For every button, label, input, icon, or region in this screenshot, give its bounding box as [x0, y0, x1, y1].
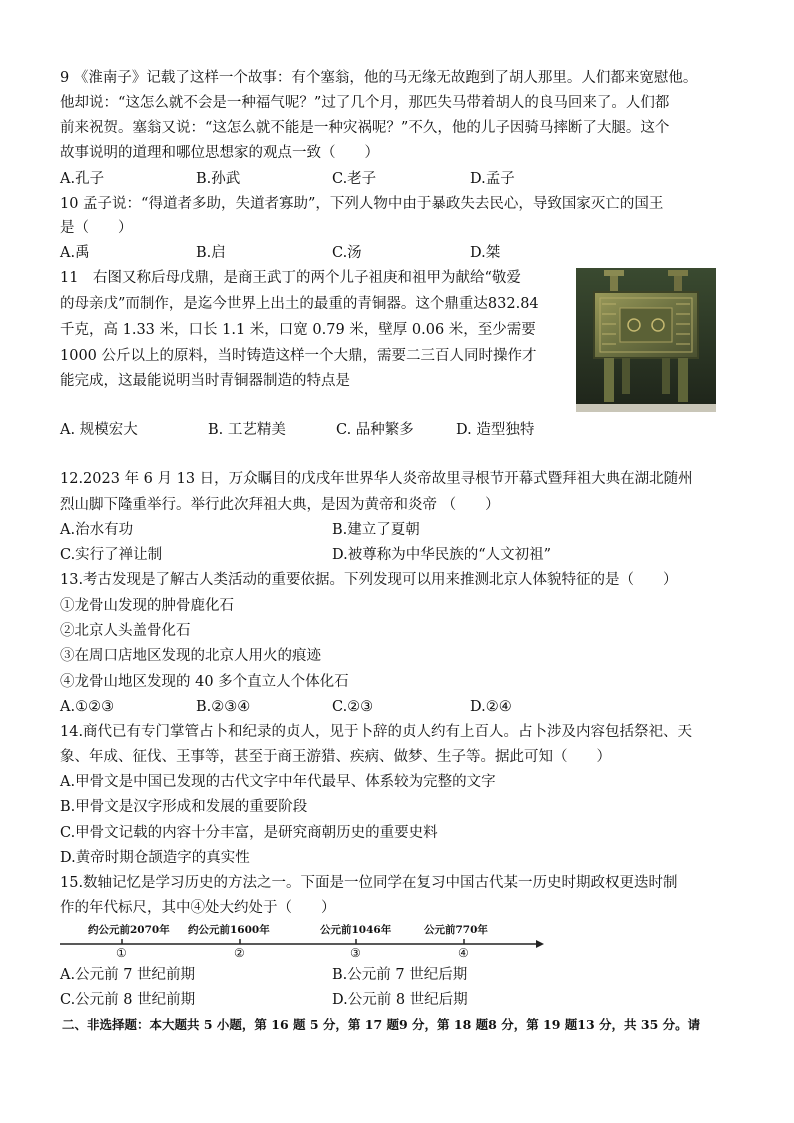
timeline-mark-2: ②: [234, 946, 245, 960]
q11-option-b: B. 工艺精美: [208, 422, 286, 438]
q9-line3: 前来祝贺。塞翁又说：“这怎么就不能是一种灾祸呢？”不久，他的儿子因骑马摔断了大腿。这个: [60, 120, 670, 136]
timeline-mark-1: ①: [116, 946, 127, 960]
q15-line2: 作的年代标尺，其中④处大约处于（ ）: [60, 900, 336, 916]
q14-line2: 象、年成、征伐、王事等，甚至于商王游猎、疾病、做梦、生子等。据此可知（ ）: [60, 749, 611, 765]
timeline-label-3: 公元前1046年: [320, 924, 392, 936]
q15-option-b: B.公元前 7 世纪后期: [332, 967, 468, 983]
q14-option-b: B.甲骨文是汉字形成和发展的重要阶段: [60, 799, 308, 815]
q10-line1: 10 孟子说：“得道者多助，失道者寡助”，下列人物中由于暴政失去民心，导致国家灭亡的国王: [60, 196, 664, 212]
timeline-mark-4: ④: [458, 946, 469, 960]
q9-line2: 他却说：“这怎么就不会是一种福气呢？”过了几个月，那匹失马带着胡人的良马回来了。人们都: [60, 95, 670, 111]
q9-line4: 故事说明的道理和哪位思想家的观点一致（ ）: [60, 145, 379, 161]
q11-option-d: D. 造型独特: [456, 422, 535, 438]
q13-option-c: C.②③: [332, 699, 374, 715]
bronze-ding-image: [576, 268, 716, 412]
q13-item-4: ④龙骨山地区发现的 40 多个直立人个体化石: [60, 674, 349, 690]
q13-item-1: ①龙骨山发现的肿骨鹿化石: [60, 598, 234, 614]
chronology-timeline: [58, 920, 548, 960]
q11-line2: 的母亲戊”而制作，是迄今世界上出土的最重的青铜器。这个鼎重达832.84: [60, 296, 539, 312]
q13-line1: 13.考古发现是了解古人类活动的重要依据。下列发现可以用来推测北京人体貌特征的是（ ）: [60, 572, 678, 588]
q14-option-a: A.甲骨文是中国已发现的古代文字中年代最早、体系较为完整的文字: [60, 774, 496, 790]
q11-line5: 能完成，这最能说明当时青铜器制造的特点是: [60, 373, 350, 389]
bronze-ding-drawing: [576, 268, 716, 412]
q12-line2: 烈山脚下隆重举行。举行此次拜祖大典，是因为黄帝和炎帝 （ ）: [60, 497, 500, 513]
q10-option-c: C.汤: [332, 245, 362, 261]
q10-line2: 是（ ）: [60, 220, 133, 236]
q13-option-d: D.②④: [470, 699, 512, 715]
q9-option-b: B.孙武: [196, 171, 241, 187]
q13-item-3: ③在周口店地区发现的北京人用火的痕迹: [60, 648, 321, 664]
q13-item-2: ②北京人头盖骨化石: [60, 623, 191, 639]
q13-option-b: B.②③④: [196, 699, 251, 715]
q14-line1: 14.商代已有专门掌管占卜和纪录的贞人，见于卜辞的贞人约有上百人。占卜涉及内容包括祭祀、天: [60, 724, 693, 740]
q9-option-c: C.老子: [332, 171, 377, 187]
q14-option-d: D.黄帝时期仓颉造字的真实性: [60, 850, 250, 866]
timeline-label-2: 约公元前1600年: [188, 924, 270, 936]
q11-line1: 11 右图又称后母戊鼎，是商王武丁的两个儿子祖庚和祖甲为献给“敬爱: [60, 270, 521, 286]
q12-option-a: A.治水有功: [60, 522, 134, 538]
q15-option-a: A.公元前 7 世纪前期: [60, 967, 196, 983]
q15-option-c: C.公元前 8 世纪前期: [60, 992, 196, 1008]
q11-option-c: C. 品种繁多: [336, 422, 414, 438]
q9-line1: 9 《淮南子》记载了这样一个故事：有个塞翁，他的马无缘无故跑到了胡人那里。人们都来宽慰他。: [60, 70, 698, 86]
timeline-mark-3: ③: [350, 946, 361, 960]
q11-line4: 1000 公斤以上的原料，当时铸造这样一个大鼎，需要二三百人同时操作才: [60, 348, 537, 364]
q13-option-a: A.①②③: [60, 699, 115, 715]
q12-option-c: C.实行了禅让制: [60, 547, 163, 563]
section2-heading: 二、非选择题：本大题共 5 小题，第 16 题 5 分，第 17 题9 分，第 18 题8 分，第 19 题13 分，共 35 分。请: [62, 1017, 701, 1032]
q14-option-c: C.甲骨文记载的内容十分丰富，是研究商朝历史的重要史料: [60, 825, 438, 841]
q11-option-a: A. 规模宏大: [60, 422, 138, 438]
q10-option-b: B.启: [196, 245, 226, 261]
q10-option-a: A.禹: [60, 245, 90, 261]
timeline-label-1: 约公元前2070年: [88, 924, 170, 936]
timeline-label-4: 公元前770年: [424, 924, 488, 936]
q12-option-d: D.被尊称为中华民族的“人文初祖”: [332, 547, 552, 563]
q15-line1: 15.数轴记忆是学习历史的方法之一。下面是一位同学在复习中国古代某一历史时期政权更迭时制: [60, 875, 678, 891]
q12-line1: 12.2023 年 6 月 13 日，万众瞩目的戊戌年世界华人炎帝故里寻根节开幕式暨拜祖大典在湖北随州: [60, 471, 693, 487]
q10-option-d: D.桀: [470, 245, 501, 261]
q15-option-d: D.公元前 8 世纪后期: [332, 992, 468, 1008]
q9-option-a: A.孔子: [60, 171, 105, 187]
q11-line3: 千克，高 1.33 米，口长 1.1 米，口宽 0.79 米，壁厚 0.06 米，至少需要: [60, 322, 536, 338]
q12-option-b: B.建立了夏朝: [332, 522, 420, 538]
q9-option-d: D.孟子: [470, 171, 515, 187]
